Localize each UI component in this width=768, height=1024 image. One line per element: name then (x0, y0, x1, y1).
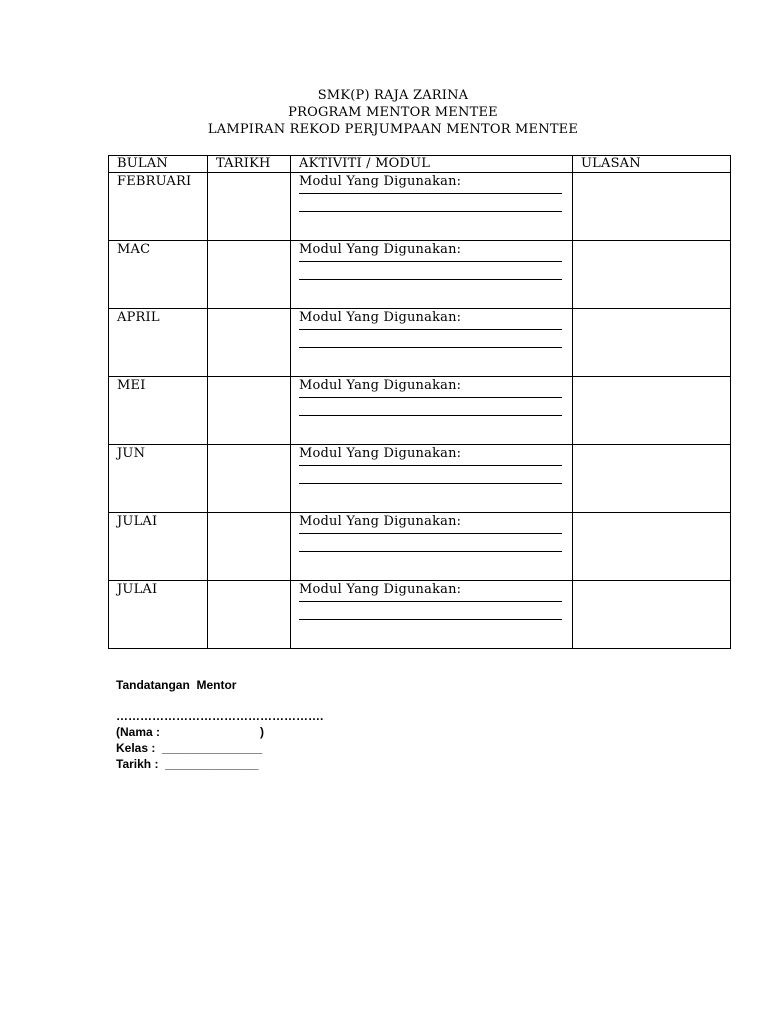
table-row (109, 241, 731, 309)
blank-line (299, 279, 562, 280)
modul-label: Modul Yang Digunakan: (299, 378, 462, 393)
cell-bulan: JULAI (109, 513, 208, 581)
table-header-row (109, 156, 731, 173)
modul-label: Modul Yang Digunakan: (299, 242, 462, 257)
blank-line (299, 483, 562, 484)
cell-ulasan (573, 377, 731, 445)
column-header-ulasan: ULASAN (573, 156, 731, 173)
blank-line (299, 261, 562, 262)
blank-line (299, 619, 562, 620)
cell-bulan: JULAI (109, 581, 208, 649)
blank-line (299, 601, 562, 602)
table-row (109, 309, 731, 377)
cell-ulasan (573, 581, 731, 649)
blank-line (299, 533, 562, 534)
cell-aktiviti (291, 581, 573, 649)
cell-tarikh (208, 581, 291, 649)
nama-field: (Nama : ) (116, 725, 265, 739)
table-row (109, 445, 731, 513)
cell-ulasan (573, 173, 731, 241)
blank-line (299, 211, 562, 212)
cell-aktiviti (291, 513, 573, 581)
document-title: LAMPIRAN REKOD PERJUMPAAN MENTOR MENTEE (207, 122, 579, 137)
modul-label: Modul Yang Digunakan: (299, 446, 462, 461)
modul-label: Modul Yang Digunakan: (299, 310, 462, 325)
blank-line (299, 551, 562, 552)
cell-aktiviti (291, 445, 573, 513)
cell-bulan: FEBRUARI (109, 173, 208, 241)
cell-bulan: APRIL (109, 309, 208, 377)
school-name: SMK(P) RAJA ZARINA (317, 88, 469, 103)
cell-bulan: MEI (109, 377, 208, 445)
column-header-bulan: BULAN (109, 156, 208, 173)
program-name: PROGRAM MENTOR MENTEE (288, 105, 498, 120)
cell-aktiviti (291, 377, 573, 445)
document-header (0, 87, 768, 138)
cell-ulasan (573, 445, 731, 513)
signature-line: ……………………………………………. (116, 709, 324, 723)
blank-line (299, 397, 562, 398)
cell-aktiviti (291, 241, 573, 309)
blank-line (299, 465, 562, 466)
blank-line (299, 347, 562, 348)
cell-tarikh (208, 513, 291, 581)
tarikh-field: Tarikh : ______________ (116, 757, 259, 771)
meeting-record-table (108, 155, 731, 649)
cell-bulan: MAC (109, 241, 208, 309)
cell-ulasan (573, 513, 731, 581)
modul-label: Modul Yang Digunakan: (299, 582, 462, 597)
cell-tarikh (208, 377, 291, 445)
table-row (109, 581, 731, 649)
blank-line (299, 193, 562, 194)
cell-bulan: JUN (109, 445, 208, 513)
signature-title: Tandatangan Mentor (116, 678, 237, 692)
blank-line (299, 329, 562, 330)
modul-label: Modul Yang Digunakan: (299, 514, 462, 529)
cell-tarikh (208, 241, 291, 309)
table-row (109, 513, 731, 581)
cell-aktiviti (291, 173, 573, 241)
cell-tarikh (208, 173, 291, 241)
table-row (109, 377, 731, 445)
mentor-signature-block (116, 677, 323, 772)
cell-ulasan (573, 309, 731, 377)
kelas-field: Kelas : _______________ (116, 741, 263, 755)
table-row (109, 173, 731, 241)
modul-label: Modul Yang Digunakan: (299, 174, 462, 189)
cell-tarikh (208, 445, 291, 513)
cell-tarikh (208, 309, 291, 377)
column-header-aktiviti: AKTIVITI / MODUL (291, 156, 573, 173)
cell-ulasan (573, 241, 731, 309)
column-header-tarikh: TARIKH (208, 156, 291, 173)
blank-line (299, 415, 562, 416)
cell-aktiviti (291, 309, 573, 377)
